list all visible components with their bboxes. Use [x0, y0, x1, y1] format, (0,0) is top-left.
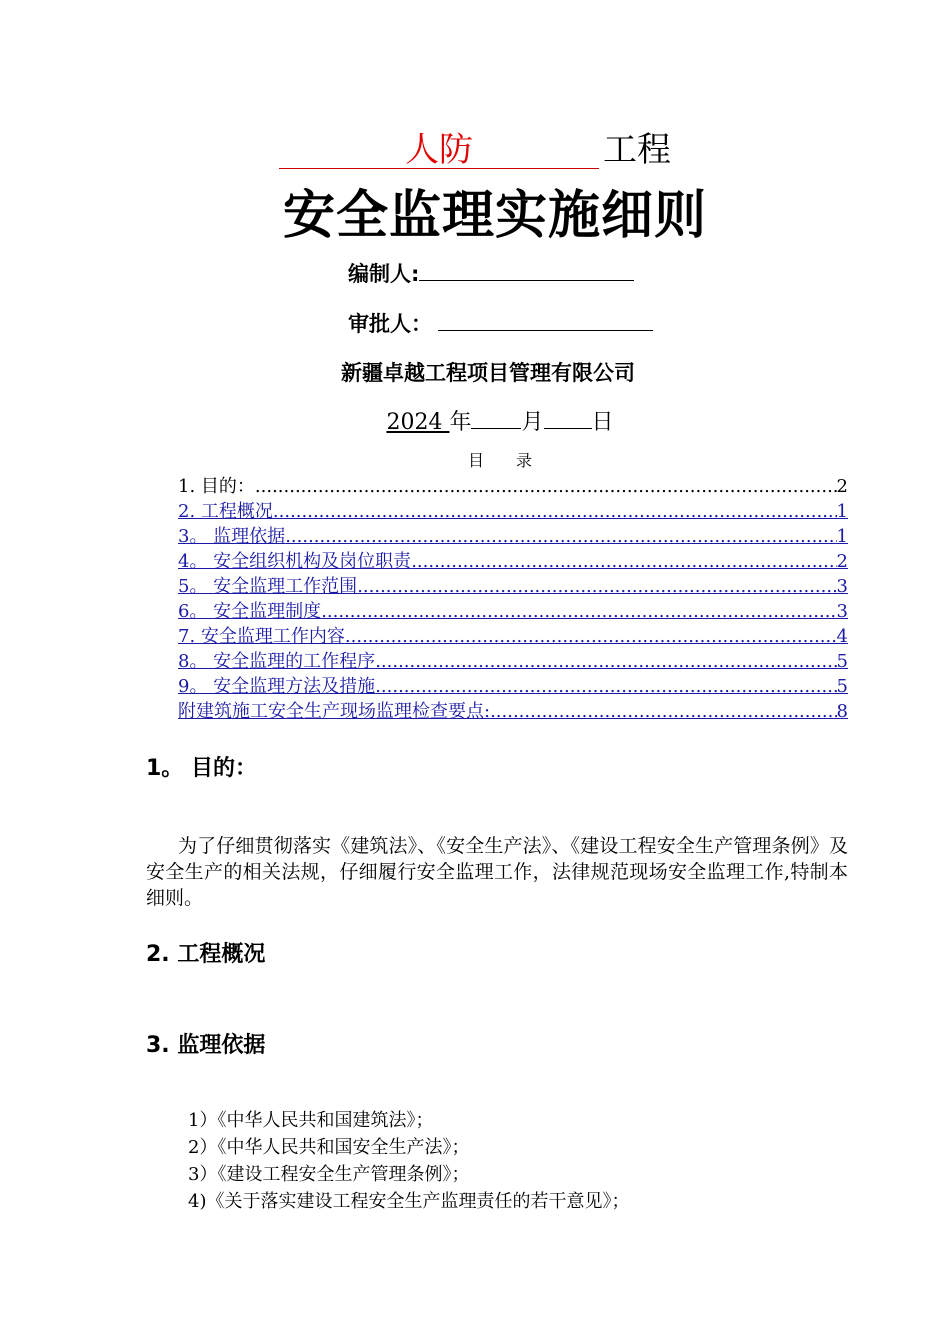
- list-item: 4)《关于落实建设工程安全生产监理责任的若干意见》；: [188, 1191, 630, 1212]
- toc-item-label: 1. 目的：: [178, 476, 255, 497]
- project-name: 人防: [279, 132, 599, 169]
- toc-item-page: 4: [836, 626, 848, 647]
- toc-item-page: 3: [836, 601, 848, 622]
- toc-leader-dots: [321, 599, 836, 624]
- toc-item-page: 2: [836, 476, 848, 497]
- toc-item-label: 3。 监理依据: [178, 526, 286, 547]
- project-title-line: [0, 128, 950, 172]
- date-line: [0, 406, 950, 440]
- table-of-contents: [178, 474, 848, 724]
- toc-item[interactable]: [178, 499, 848, 524]
- section-heading-purpose: 1。 目的：: [146, 756, 257, 781]
- toc-item-label: 5。 安全监理工作范围: [178, 576, 358, 597]
- date-year-unit: 年: [449, 410, 472, 435]
- toc-item[interactable]: [178, 649, 848, 674]
- company-name: 新疆卓越工程项目管理有限公司: [341, 361, 635, 385]
- toc-item[interactable]: [178, 674, 848, 699]
- toc-item[interactable]: [178, 699, 848, 724]
- toc-item-page: 5: [836, 676, 848, 697]
- toc-item[interactable]: [178, 474, 848, 499]
- toc-item[interactable]: [178, 574, 848, 599]
- approver-field: [348, 308, 653, 339]
- project-suffix: 工程: [603, 130, 671, 170]
- list-item: 3）《建设工程安全生产管理条例》；: [188, 1164, 470, 1185]
- purpose-paragraph: 为了仔细贯彻落实《建筑法》、《安全生产法》、《建设工程安全生产管理条例》及安全生产的相关法规，仔细履行安全监理工作，法律规范现场安全监理工作,特制本细则。: [146, 835, 848, 909]
- toc-leader-dots: [255, 474, 837, 499]
- section-heading-basis: 3. 监理依据: [146, 1033, 266, 1058]
- basis-list: [188, 1107, 848, 1215]
- toc-leader-dots: [411, 549, 836, 574]
- toc-item[interactable]: [178, 624, 848, 649]
- toc-item[interactable]: [178, 549, 848, 574]
- approver-label: 审批人：: [348, 312, 432, 336]
- date-year: 2024: [386, 410, 450, 435]
- toc-item-page: 3: [836, 576, 848, 597]
- toc-item-label: 9。 安全监理方法及措施: [178, 676, 376, 697]
- date-month-blank: [471, 406, 521, 429]
- section-heading-overview: 2. 工程概况: [146, 942, 266, 967]
- toc-leader-dots: [273, 499, 837, 524]
- list-item: 1）《中华人民共和国建筑法》；: [188, 1110, 434, 1131]
- toc-leader-dots: [375, 674, 836, 699]
- toc-item-label: 7. 安全监理工作内容: [178, 626, 345, 647]
- toc-item-label: 2. 工程概况: [178, 501, 273, 522]
- toc-item-label: 8。 安全监理的工作程序: [178, 651, 376, 672]
- toc-item-page: 2: [836, 551, 848, 572]
- date-day-blank: [544, 406, 592, 429]
- toc-item-page: 1: [836, 526, 848, 547]
- toc-title: 目 录: [467, 451, 532, 470]
- compiler-field: [348, 258, 634, 289]
- date-month-unit: 月: [521, 410, 544, 435]
- date-day-unit: 日: [591, 410, 614, 435]
- toc-item-page: 5: [836, 651, 848, 672]
- toc-leader-dots: [345, 624, 837, 649]
- compiler-signature-line: [419, 258, 634, 281]
- toc-item-page: 8: [836, 701, 848, 722]
- toc-leader-dots: [285, 524, 836, 549]
- toc-item[interactable]: [178, 524, 848, 549]
- toc-item-page: 1: [836, 501, 848, 522]
- toc-item-label: 6。 安全监理制度: [178, 601, 322, 622]
- approver-signature-line: [438, 308, 653, 331]
- toc-item-label: 附建筑施工安全生产现场监理检查要点:: [178, 701, 491, 722]
- main-title: 安全监理实施细则: [282, 186, 707, 246]
- toc-leader-dots: [490, 699, 836, 724]
- toc-item-label: 4。 安全组织机构及岗位职责: [178, 551, 412, 572]
- list-item: 2）《中华人民共和国安全生产法》；: [188, 1137, 470, 1158]
- toc-item[interactable]: [178, 599, 848, 624]
- compiler-label: 编制人:: [348, 262, 420, 286]
- toc-leader-dots: [357, 574, 836, 599]
- toc-leader-dots: [375, 649, 836, 674]
